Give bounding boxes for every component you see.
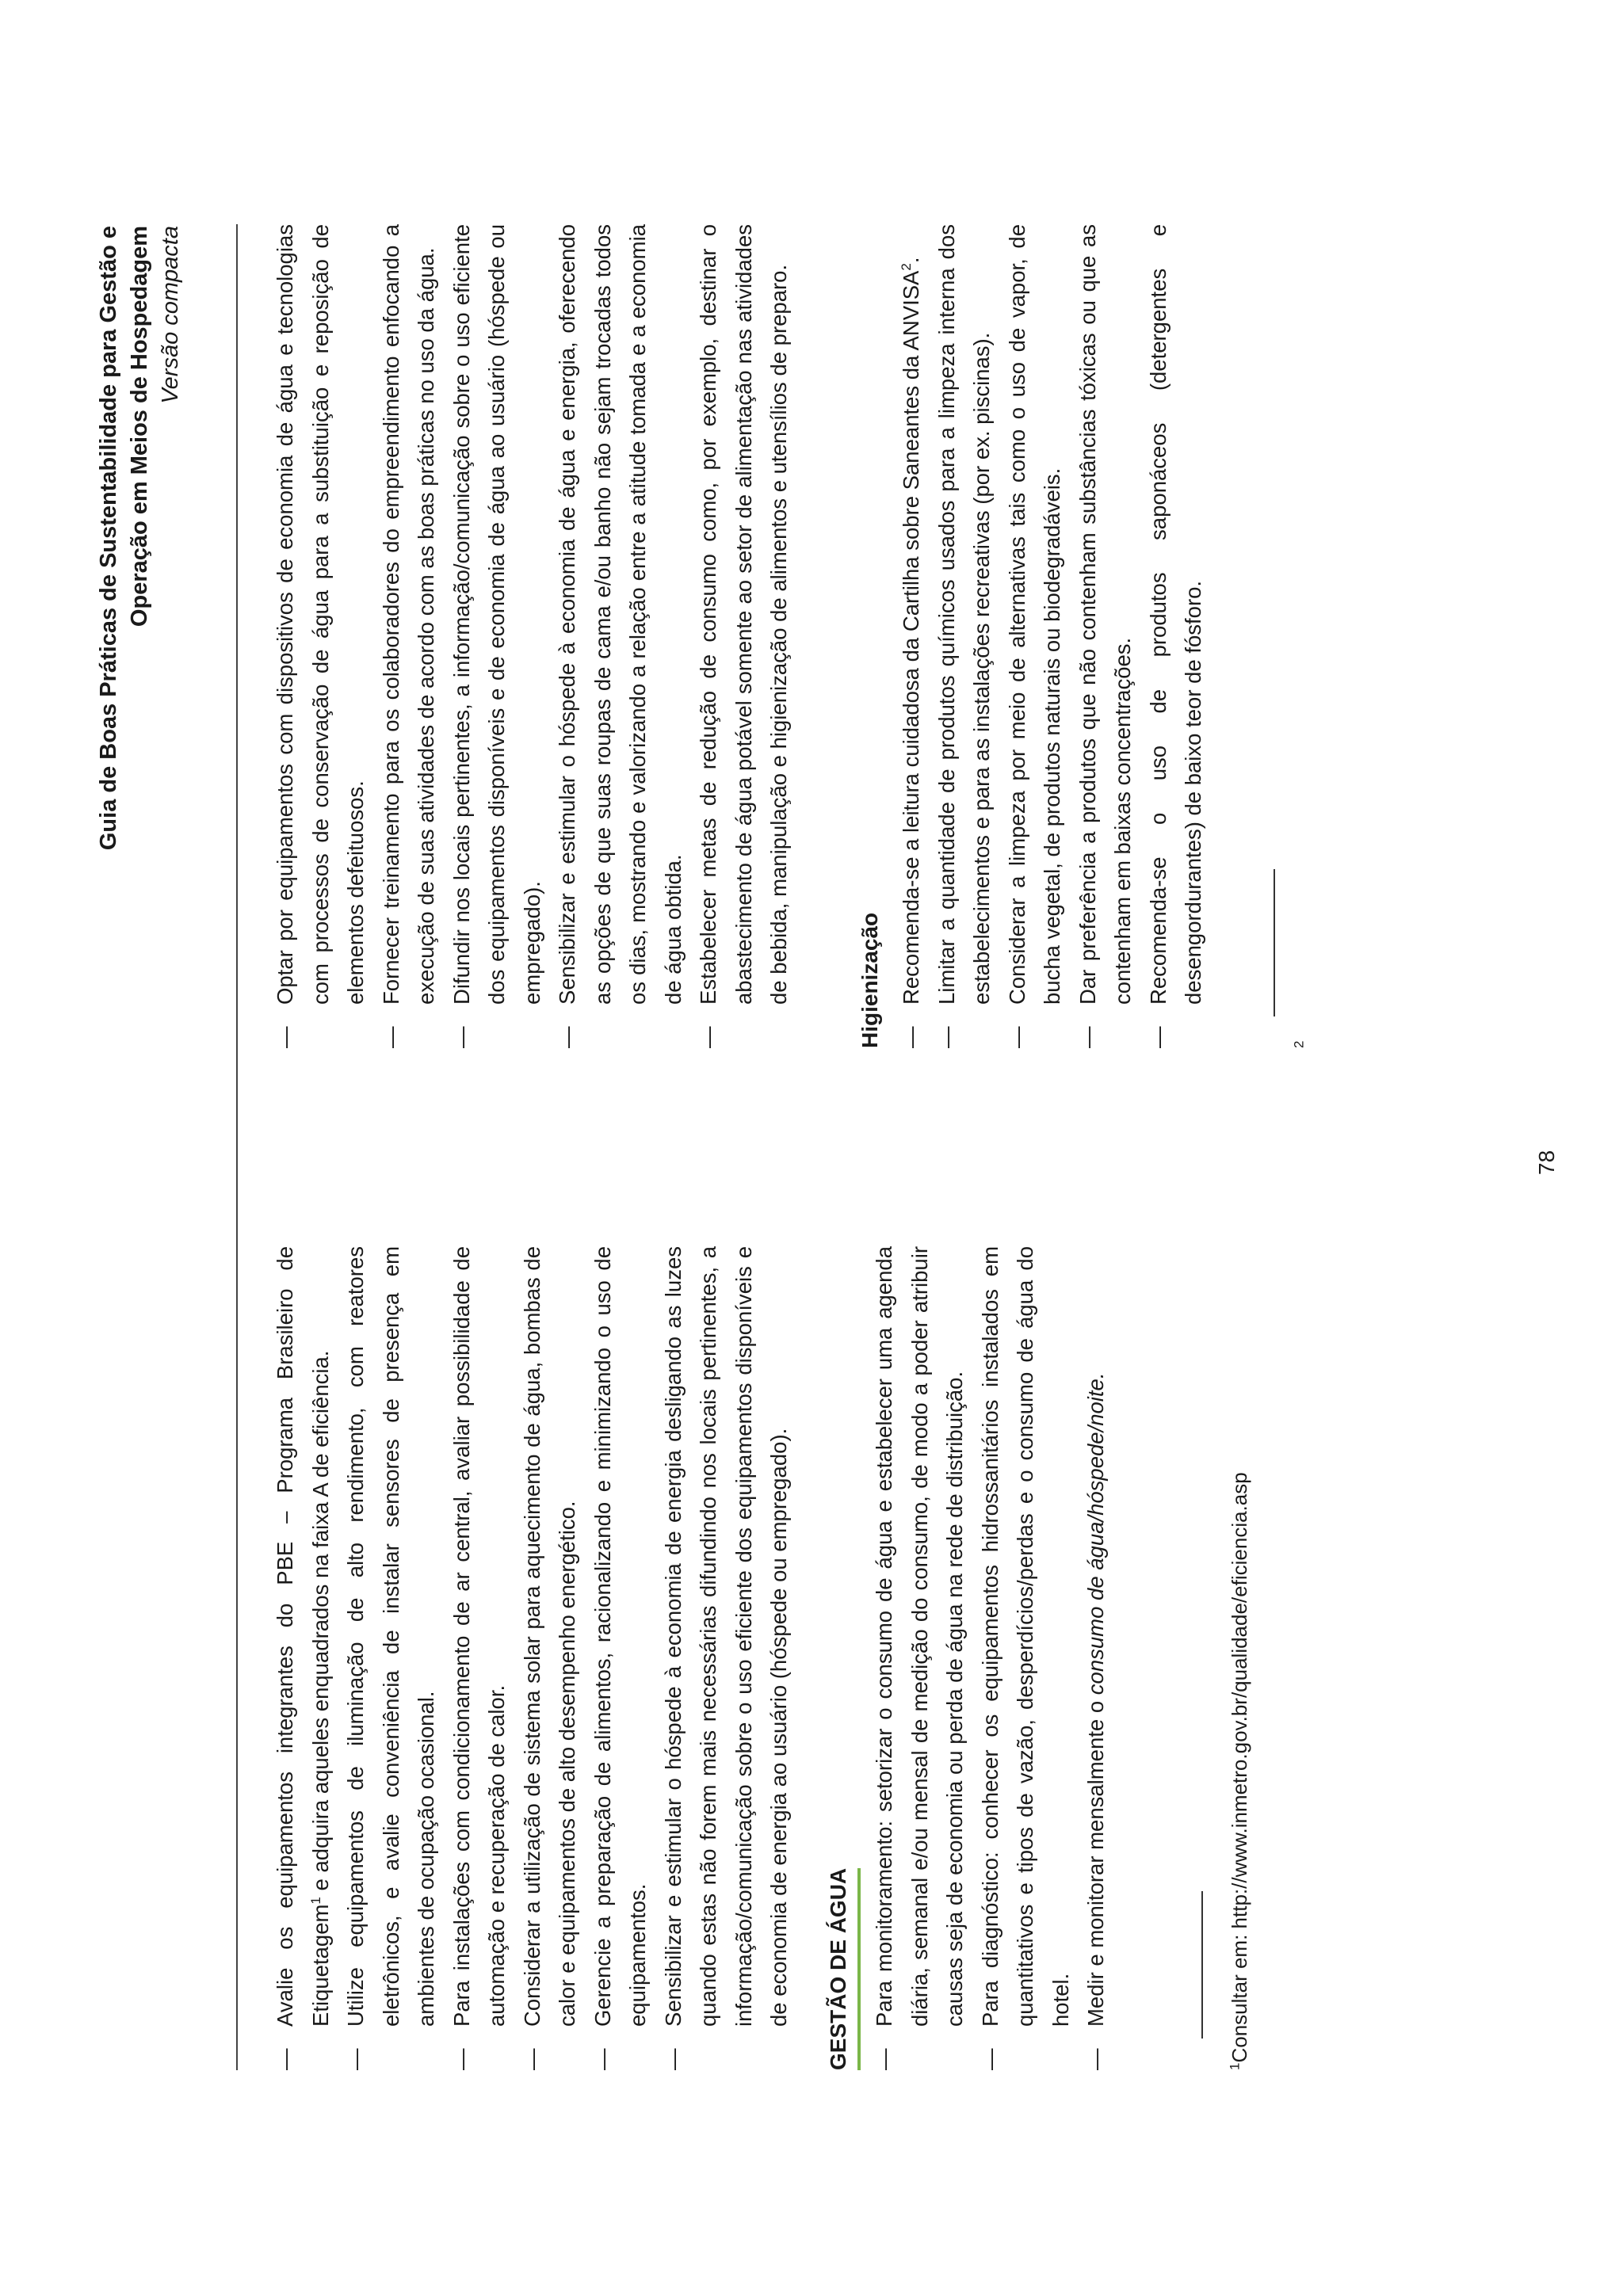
item-text: Utilize equipamentos de iluminação de alto rendimento, com reatores eletrônicos, e avalie conveniência de instalar sensores de presença em ambientes de ocupação ocasional. <box>343 1246 438 2027</box>
item-text: Para monitoramento: setorizar o consumo de água e estabelecer uma agenda diária, semanal e/ou mensal de medição do consumo, de modo a poder atribuir causas seja de economia ou perda de água na rede de distribuição. <box>872 1246 967 2027</box>
list-item <box>515 1246 586 2070</box>
list-item <box>338 1246 445 2070</box>
item-text: Fornecer treinamento para os colaboradores do empreendimento enfocando a execução de suas atividades de acordo com as boas práticas no uso da água. <box>378 224 438 1005</box>
bullet-dash: — <box>660 2048 685 2070</box>
list-item <box>691 224 797 1048</box>
list-item <box>867 1246 973 2070</box>
item-text: Para instalações com condicionamento de ar central, avaliar possibilidade de automação e recuperação de calor. <box>449 1246 509 2027</box>
header-title-line2: Operação em Meios de Hospedagem <box>127 226 152 627</box>
bullet-dash: — <box>899 1026 923 1048</box>
item-text: Sensibilizar e estimular o hóspede à economia de água e energia, oferecendo as opções de que suas roupas de cama e/ou banho não sejam trocadas todos os dias, mostrando e valorizando a relação entre a atitude tomada e a economia de água obtida. <box>555 224 685 1005</box>
item-text: Limitar a quantidade de produtos químicos usados para a limpeza interna dos estabelecimentos e para as instalações recreativas (por ex. piscinas). <box>934 224 994 1005</box>
page-number: 78 <box>1534 1150 1559 1175</box>
item-text: Dar preferência a produtos que não contenham substâncias tóxicas ou que as contenham em baixas concentrações. <box>1075 224 1135 1005</box>
list-item <box>1141 224 1212 1048</box>
bullet-dash: — <box>519 2048 544 2070</box>
left-column <box>268 1246 1257 2070</box>
footnote-marker: 2 <box>1290 1040 1306 1048</box>
item-text: Avalie os equipamentos integrantes do PBE – Programa Brasileiro de Etiquetagem <box>273 1246 333 2027</box>
header-title-line1: Guia de Boas Práticas de Sustentabilidade para Gestão e <box>96 226 121 851</box>
bullet-dash: — <box>696 1026 720 1048</box>
list-item <box>1079 1246 1114 2070</box>
bullet-dash: — <box>977 2048 1002 2070</box>
bullet-dash: — <box>343 2048 368 2070</box>
right-column <box>268 224 1321 1048</box>
bullet-dash: — <box>1004 1026 1029 1048</box>
footnote <box>1286 224 1322 1048</box>
list-item <box>1000 224 1071 1048</box>
list-item <box>374 224 445 1048</box>
item-text: Gerencie a preparação de alimentos, racionalizando e minimizando o uso de equipamentos. <box>590 1246 650 2027</box>
item-text: Recomenda-se a leitura cuidadosa da Cartilha sobre Saneantes da ANVISA <box>899 270 923 1005</box>
item-text: Recomenda-se o uso de produtos saponáceos (detergentes e desengordurantes) de baixo teor de fósforo. <box>1145 224 1205 1005</box>
item-text-continued: . <box>899 257 923 264</box>
list-item <box>894 224 930 1048</box>
list-item <box>973 1246 1079 2070</box>
section-title-wrap <box>797 1246 868 2070</box>
bullet-dash: — <box>1083 2048 1108 2070</box>
section-title-gestao-agua: GESTÃO DE ÁGUA <box>821 1868 861 2070</box>
item-text: Estabelecer metas de redução de consumo como, por exemplo, destinar o abastecimento de água potável somente ao setor de alimentação nas atividades de bebida, manipulação e higienização de alimentos e utensílios de preparo. <box>696 224 791 1005</box>
footnote-rule <box>1201 1891 1203 2039</box>
item-text: Medir e monitorar mensalmente o <box>1083 1695 1108 2027</box>
item-text: Para diagnóstico: conhecer os equipamentos hidrossanitários instalados em quantitativos e tipos de vazão, desperdícios/perdas e o consumo de água do hotel. <box>977 1246 1073 2027</box>
section-title-higienizacao: Higienização <box>857 912 882 1048</box>
item-text: Difundir nos locais pertinentes, a informação/comunicação sobre o uso eficiente dos equipamentos disponíveis e de economia de água ao usuário (hóspede ou empregado). <box>449 224 544 1005</box>
header-subtitle: Versão compacta <box>158 226 183 404</box>
list-item <box>656 1246 797 2070</box>
list-item <box>550 224 691 1048</box>
footnote <box>1222 1246 1258 2070</box>
list-item <box>586 1246 656 2070</box>
bullet-dash: — <box>590 2048 615 2070</box>
item-text: Considerar a utilização de sistema solar para aquecimento de água, bombas de calor e equipamentos de alto desempenho energético. <box>519 1246 579 2027</box>
item-text: Sensibilizar e estimular o hóspede à economia de energia desligando as luzes quando estas não forem mais necessárias difundindo nos locais pertinentes, a informação/comunicação sobre o uso eficiente dos equipamentos disponíveis e de economia de energia ao usuário (hóspede ou empregado). <box>660 1246 791 2027</box>
list-item <box>1071 224 1141 1048</box>
footnote-marker: 1 <box>1226 2062 1242 2070</box>
header-rule <box>236 224 238 2070</box>
list-item <box>268 224 374 1048</box>
item-text-emphasis: consumo de água/hóspede/noite. <box>1083 1372 1108 1695</box>
item-text: Considerar a limpeza por meio de alternativas tais como o uso de vapor, de bucha vegetal, de produtos naturais ou biodegradáveis. <box>1004 224 1064 1005</box>
bullet-dash: — <box>449 1026 474 1048</box>
footnote-text[interactable]: Consultar em: http://www.inmetro.gov.br/qualidade/eficiencia.asp <box>1227 1472 1251 2063</box>
bullet-dash: — <box>555 1026 579 1048</box>
list-item <box>930 224 1000 1048</box>
bullet-dash: — <box>1075 1026 1100 1048</box>
bullet-dash: — <box>449 2048 474 2070</box>
bullet-dash: — <box>273 1026 297 1048</box>
bullet-dash: — <box>872 2048 896 2070</box>
bullet-dash: — <box>1145 1026 1170 1048</box>
footnote-ref: 2 <box>898 263 914 271</box>
bullet-dash: — <box>378 1026 403 1048</box>
bullet-dash: — <box>273 2048 297 2070</box>
footnote-rule <box>1274 869 1275 1016</box>
list-item <box>445 1246 515 2070</box>
list-item <box>445 224 551 1048</box>
bullet-dash: — <box>934 1026 959 1048</box>
item-text-continued: e adquira aqueles enquadrados na faixa A de eficiência. <box>307 1350 333 1897</box>
list-item <box>268 1246 338 2070</box>
document-header <box>94 226 186 850</box>
footnote-ref: 1 <box>307 1897 323 1905</box>
item-text: Optar por equipamentos com dispositivos de economia de água e tecnologias com processos de conservação de água para a substituição e reposição de elementos defeituosos. <box>273 224 368 1005</box>
